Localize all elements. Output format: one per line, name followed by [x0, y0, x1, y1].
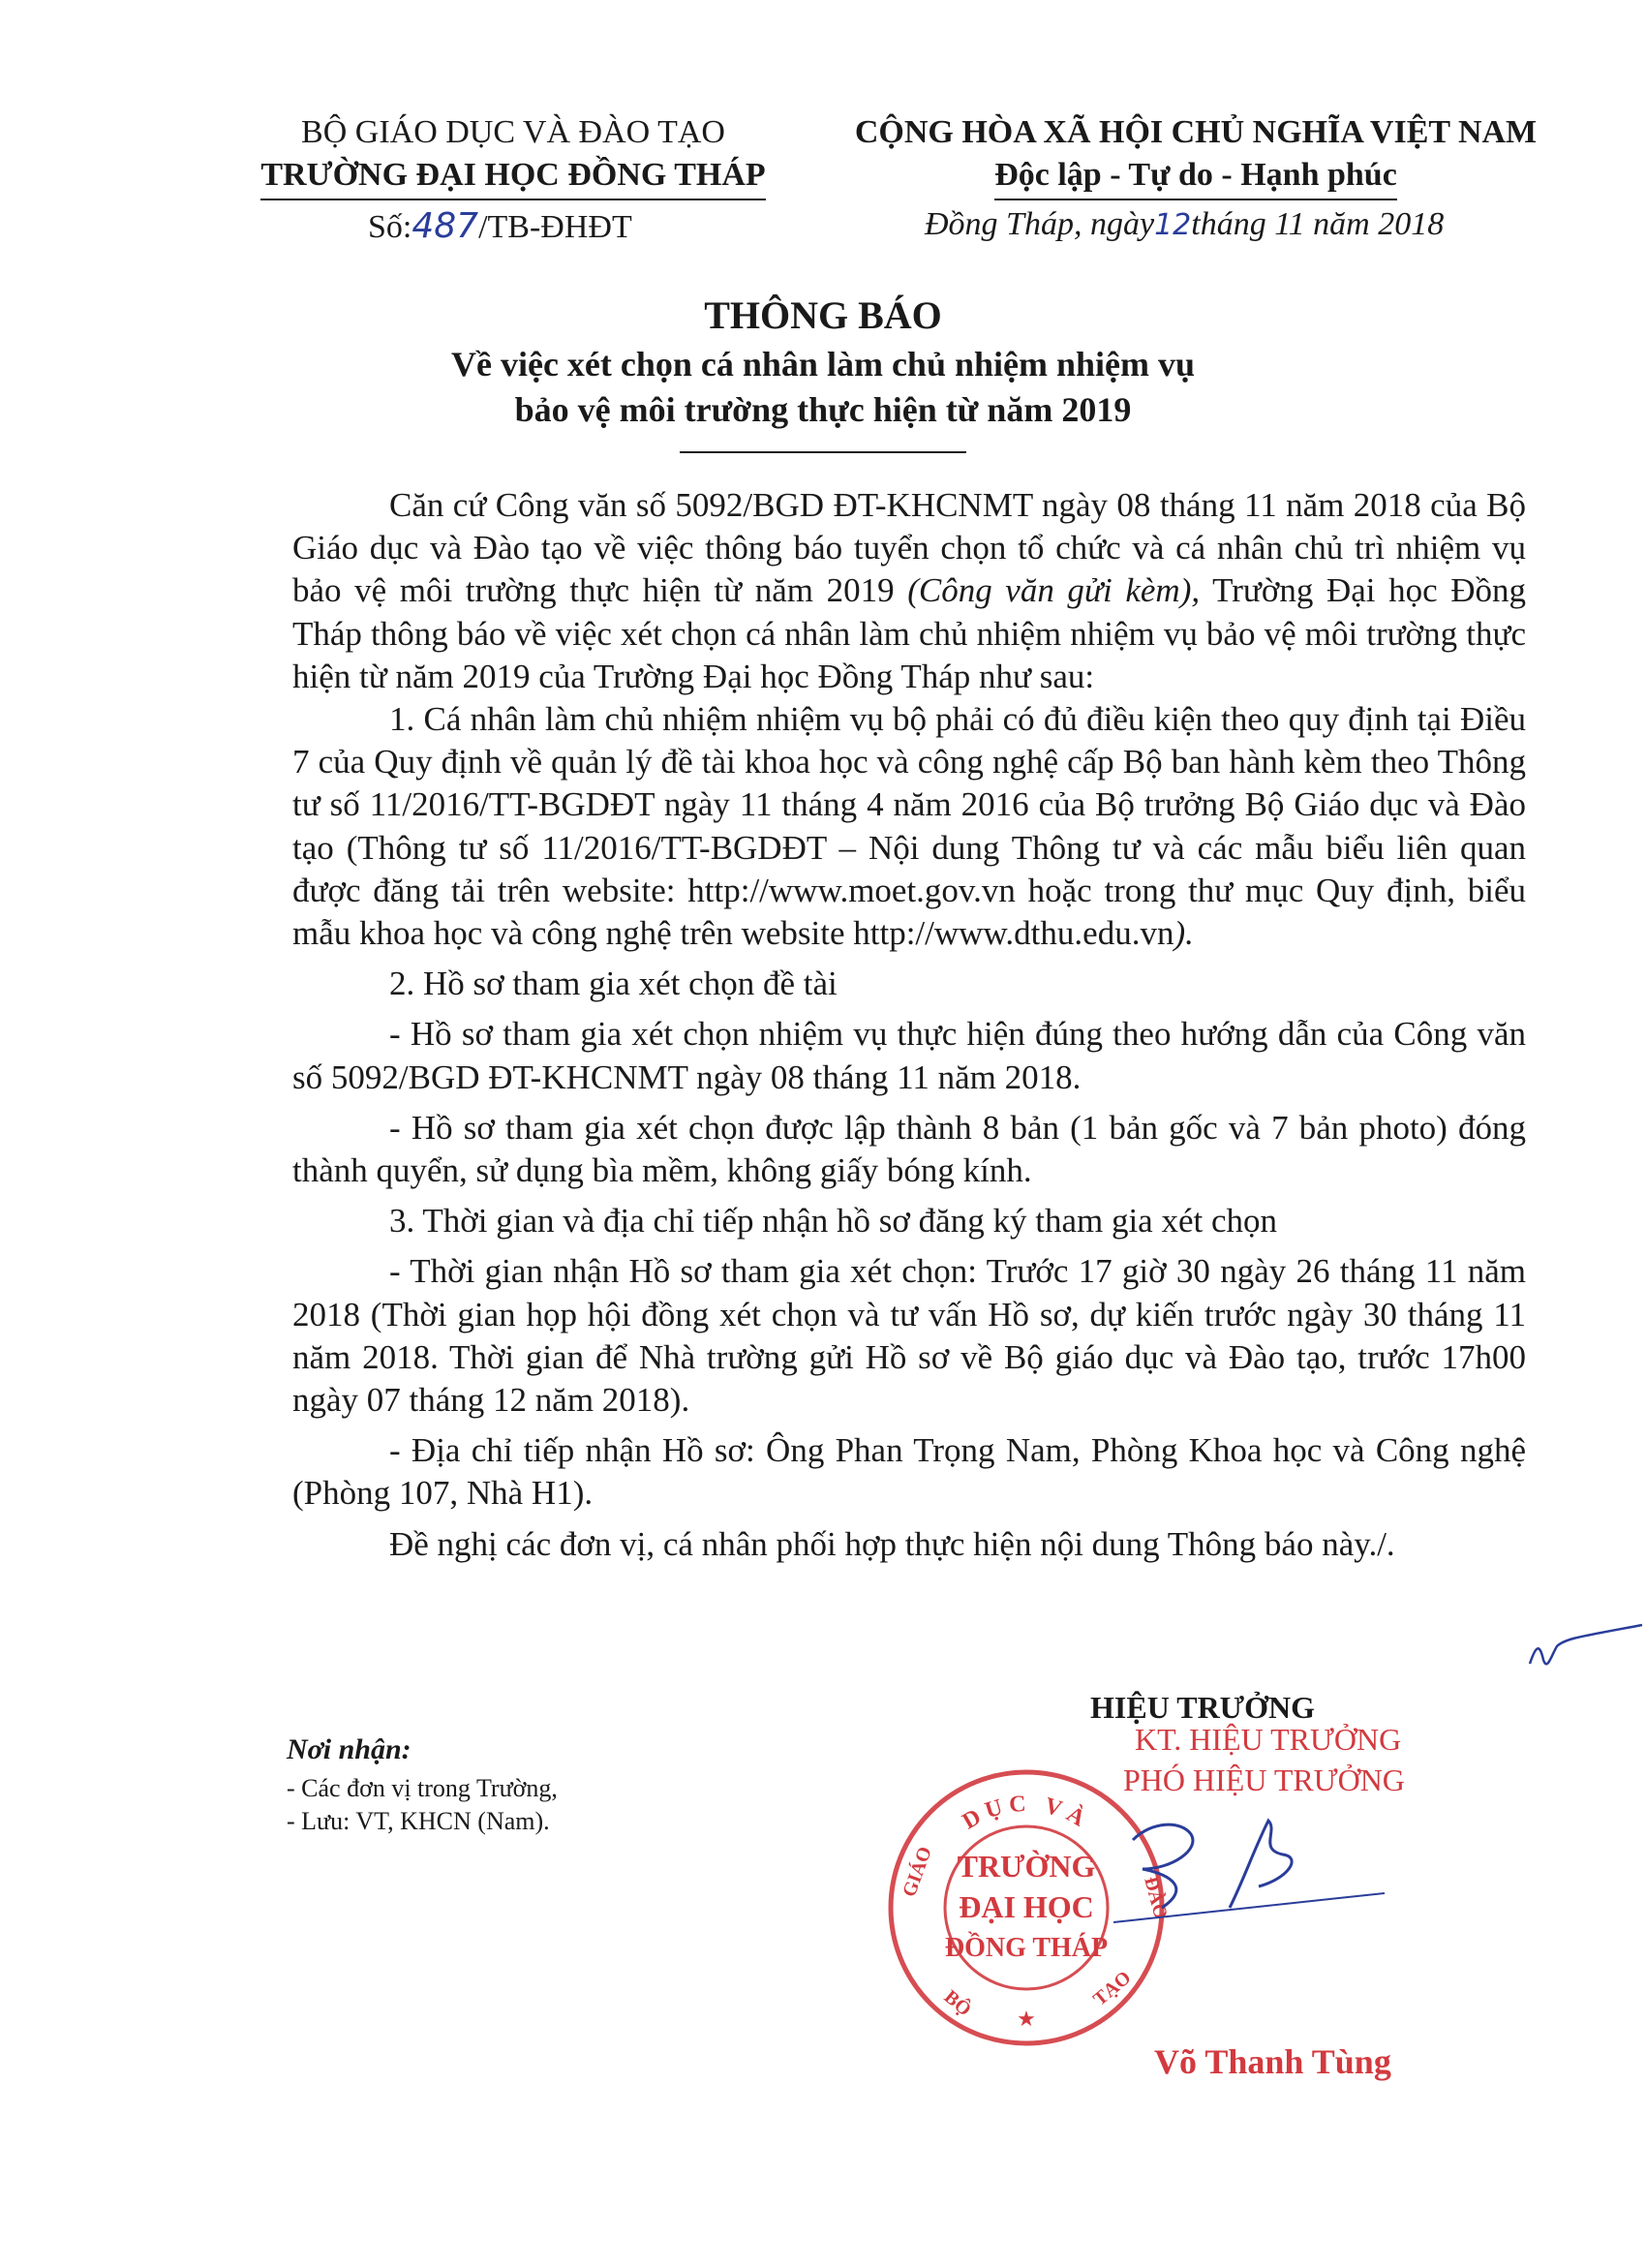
seal-star-icon: ★	[1017, 2007, 1036, 2032]
seal-ring-right: ĐÀO	[1140, 1874, 1172, 1922]
date-suffix: tháng 11 năm 2018	[1191, 206, 1445, 242]
recipient-item: - Các đơn vị trong Trường,	[287, 1774, 558, 1802]
motto	[842, 154, 1549, 200]
intro-paragraph	[292, 484, 1526, 698]
doc-prefix: Số:	[368, 209, 412, 245]
item-2a: - Hồ sơ tham gia xét chọn nhiệm vụ thực hiện đúng theo hướng dẫn của Công văn số 5092/BGD ĐT-KHCNMT ngày 08 tháng 11 năm 2018.	[292, 1015, 1526, 1096]
seal-ring-top: DỤC VÀ	[958, 1791, 1095, 1835]
seal-center-line2: ĐẠI HỌC	[959, 1889, 1094, 1924]
signer-position: PHÓ HIỆU TRƯỞNG	[1123, 1762, 1405, 1797]
seal-center-line1: TRƯỜNG	[957, 1849, 1096, 1884]
recipient-item: - Lưu: VT, KHCN (Nam).	[287, 1807, 550, 1835]
doc-number-handwritten: 487	[412, 206, 479, 246]
motto-text: Độc lập - Tự do - Hạnh phúc	[994, 154, 1397, 200]
document-subtitle-line1: Về việc xét chọn cá nhân làm chủ nhiệm nhiệm vụ	[450, 345, 1196, 383]
intro-text-a: Căn cứ Công văn số 5092/BGD ĐT-KHCNMT ngày 08 tháng 11 năm 2018 của Bộ Giáo dục và Đào tạo về việc thông báo tuyển chọn tổ chức và cá nhân chủ trì nhiệm vụ bảo vệ môi trường thực hiện từ năm 2019	[292, 486, 1526, 610]
item-1-text: 1. Cá nhân làm chủ nhiệm nhiệm vụ bộ phải có đủ điều kiện theo quy định tại Điều 7 của Quy định về quản lý đề tài khoa học và công nghệ cấp Bộ ban hành kèm theo Thông tư số 11/2016/TT-BGDĐT ngày 11 tháng 4 năm 2016 của Bộ trưởng Bộ Giáo dục và Đào tạo (Thông tư số 11/2016/TT-BGDĐT – Nội dung Thông tư và các mẫu biểu liên quan được đăng tải trên website: http://www.moet.gov.vn hoặc trong thư mục Quy định, biểu mẫu khoa học và công nghệ trên website http://www.dthu.edu.vn	[292, 700, 1526, 953]
republic-name: CỘNG HÒA XÃ HỘI CHỦ NGHĨA VIỆT NAM	[854, 114, 1538, 150]
date-day-handwritten: 12	[1154, 208, 1192, 242]
seal-ring-bottom-right: TẠO	[1089, 1967, 1136, 2010]
closing-paragraph: Đề nghị các đơn vị, cá nhân phối hợp thực hiện nội dung Thông báo này./.	[389, 1524, 1395, 1563]
date-line	[925, 206, 1444, 243]
school-name-text: TRƯỜNG ĐẠI HỌC ĐỒNG THÁP	[260, 154, 765, 200]
signer-title: HIỆU TRƯỞNG	[1090, 1690, 1316, 1725]
svg-text:DỤC VÀ	[959, 1792, 1094, 1835]
item-3-heading: 3. Thời gian và địa chỉ tiếp nhận hồ sơ đăng ký tham gia xét chọn	[389, 1202, 1278, 1241]
intro-text-italic: (Công văn gửi kèm),	[907, 571, 1201, 610]
document-title: THÔNG BÁO	[704, 293, 942, 337]
item-1-end: ).	[1174, 914, 1194, 953]
document-number	[368, 206, 632, 246]
handwritten-signature-icon	[1113, 1801, 1385, 1956]
recipients-title: Nơi nhận:	[287, 1733, 412, 1765]
intro-text-b: Trường Đại học Đồng Tháp thông báo về việc xét chọn cá nhân làm chủ nhiệm nhiệm vụ bảo vệ môi trường thực hiện từ năm 2019 của Trường Đại học Đồng Tháp như sau:	[292, 571, 1526, 695]
date-prefix: Đồng Tháp, ngày	[925, 206, 1155, 242]
signer-delegation: KT. HIỆU TRƯỞNG	[1135, 1722, 1402, 1757]
signer-name: Võ Thanh Tùng	[1154, 2042, 1391, 2081]
item-3b: - Địa chỉ tiếp nhận Hồ sơ: Ông Phan Trọng Nam, Phòng Khoa học và Công nghệ (Phòng 107, Nhà H1).	[292, 1431, 1526, 1513]
recipients-block	[287, 1733, 558, 1838]
item-3a: - Thời gian nhận Hồ sơ tham gia xét chọn: Trước 17 giờ 30 ngày 26 tháng 11 năm 2018 (Thời gian họp hội đồng xét chọn và tư vấn Hồ sơ, dự kiến trước ngày 30 tháng 11 năm 2018. Thời gian để Nhà trường gửi Hồ sơ về Bộ giáo dục và Đào tạo, trước 17h00 ngày 07 tháng 12 năm 2018).	[292, 1252, 1526, 1420]
title-divider	[680, 451, 966, 453]
handwritten-mark-icon	[1522, 1617, 1646, 1675]
seal-ring-left: GIÁO	[899, 1844, 936, 1900]
item-2b: - Hồ sơ tham gia xét chọn được lập thành 8 bản (1 bản gốc và 7 bản photo) đóng thành quyển, sử dụng bìa mềm, không giấy bóng kính.	[292, 1108, 1526, 1190]
header-right	[842, 111, 1549, 200]
item-1	[292, 698, 1526, 955]
seal-ring-bottom-left: BỘ	[939, 1985, 976, 2021]
ministry-name: BỘ GIÁO DỤC VÀ ĐÀO TẠO	[301, 114, 725, 150]
document-body	[292, 484, 1526, 1566]
doc-suffix: /TB-ĐHĐT	[478, 209, 632, 245]
school-name	[223, 154, 804, 200]
item-2-heading: 2. Hồ sơ tham gia xét chọn đề tài	[389, 965, 838, 1003]
document-subtitle-line2: bảo vệ môi trường thực hiện từ năm 2019	[514, 390, 1132, 429]
header-left	[223, 111, 804, 200]
seal-center-line3: ĐỒNG THÁP	[944, 1933, 1109, 1963]
